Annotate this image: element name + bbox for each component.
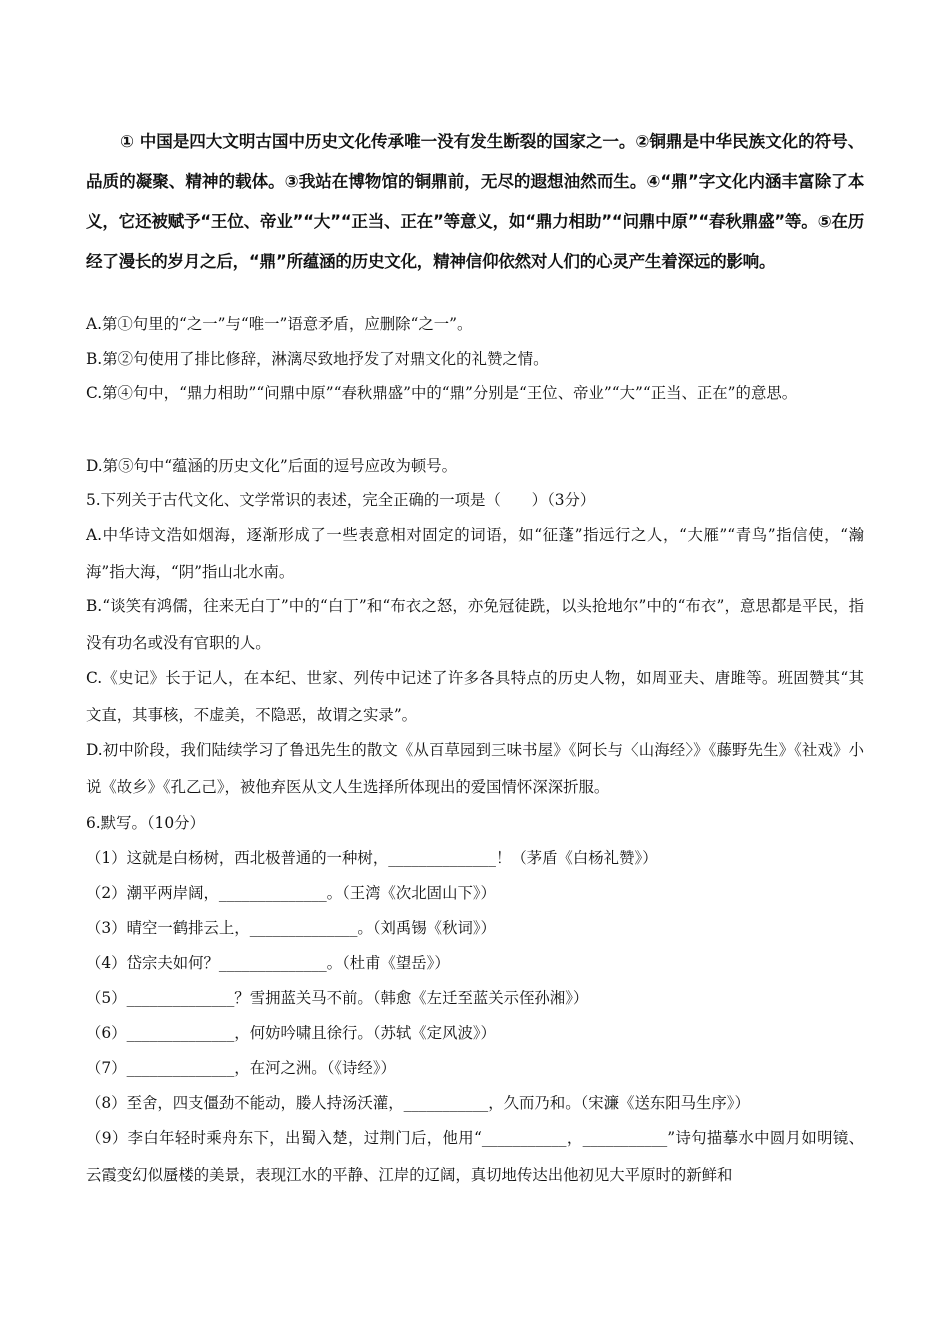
q6-stem: 6.默写。（10分） — [86, 814, 205, 832]
q6-item-9: （9）李白年轻时乘舟东下，出蜀入楚，过荆门后，他用“___________，___________”诗句描摹水中圆月如明镜、云霞变幻似蜃楼的美景，表现江水的平静、江岸的辽阔，真切地传达出他初见大平原时的新鲜和 — [86, 1129, 864, 1184]
q4-option-b: B.第②句使用了排比修辞，淋漓尽致地抒发了对鼎文化的礼赞之情。 — [86, 350, 549, 368]
q4-option-a: A.第①句里的“之一”与“唯一”语意矛盾，应删除“之一”。 — [86, 315, 473, 333]
q6-item: （4）岱宗夫如何？______________。（杜甫《望岳》） — [86, 954, 450, 972]
q6-item: （8）至舍，四支僵劲不能动，媵人持汤沃灌，___________，久而乃和。（宋濂《送东阳马生序》） — [86, 1094, 750, 1112]
q6-item: （1）这就是白杨树，西北极普通的一种树，______________！（茅盾《白杨礼赞》） — [86, 849, 658, 867]
q5-option-b: B.“谈笑有鸿儒，往来无白丁”中的“白丁”和“布衣之怒，亦免冠徒跣，以头抢地尔”中的“布衣”，意思都是平民，指没有功名或没有官职的人。 — [86, 597, 864, 652]
q4-option-c: C.第④句中，“鼎力相助”“问鼎中原”“春秋鼎盛”中的“鼎”分别是“王位、帝业”“大”“正当、正在”的意思。 — [86, 384, 798, 402]
q6-item: （3）晴空一鹤排云上，______________。（刘禹锡《秋词》） — [86, 919, 496, 937]
q5-option-a: A.中华诗文浩如烟海，逐渐形成了一些表意相对固定的词语，如“征蓬”指远行之人，“大雁”“青鸟”指信使，“瀚海”指大海，“阴”指山北水南。 — [86, 526, 864, 581]
q6-item: （5）______________？雪拥蓝关马不前。（韩愈《左迁至蓝关示侄孙湘》） — [86, 989, 589, 1007]
passage: ① 中国是四大文明古国中历史文化传承唯一没有发生断裂的国家之一。②铜鼎是中华民族文化的符号、品质的凝聚、精神的载体。③我站在博物馆的铜鼎前，无尽的遐想油然而生。④“鼎”字文化内涵丰富除了本义，它还被赋予“王位、帝业”“大”“正当、正在”等意义，如“鼎力相助”“问鼎中原”“春秋鼎盛”等。⑤在历经了漫长的岁月之后，“鼎”所蕴涵的历史文化，精神信仰依然对人们的心灵产生着深远的影响。 — [86, 132, 864, 271]
q6-item: （7）______________，在河之洲。（《诗经》） — [86, 1059, 396, 1077]
q4-option-d: D.第⑤句中“蕴涵的历史文化”后面的逗号应改为顿号。 — [86, 457, 458, 475]
q6-item: （6）______________，何妨吟啸且徐行。（苏轼《定风波》） — [86, 1024, 496, 1042]
q6-item: （2）潮平两岸阔，______________。（王湾《次北固山下》） — [86, 884, 496, 902]
q5-option-c: C.《史记》长于记人，在本纪、世家、列传中记述了许多各具特点的历史人物，如周亚夫、唐雎等。班固赞其“其文直，其事核，不虚美，不隐恶，故谓之实录”。 — [86, 669, 864, 724]
q5-option-d: D.初中阶段，我们陆续学习了鲁迅先生的散文《从百草园到三味书屋》《阿长与〈山海经〉》《藤野先生》《社戏》小说《故乡》《孔乙己》，被他弃医从文人生选择所体现出的爱国情怀深深折服。 — [86, 741, 864, 796]
q5-stem: 5.下列关于古代文化、文学常识的表述，完全正确的一项是（ ）（3分） — [86, 491, 596, 509]
